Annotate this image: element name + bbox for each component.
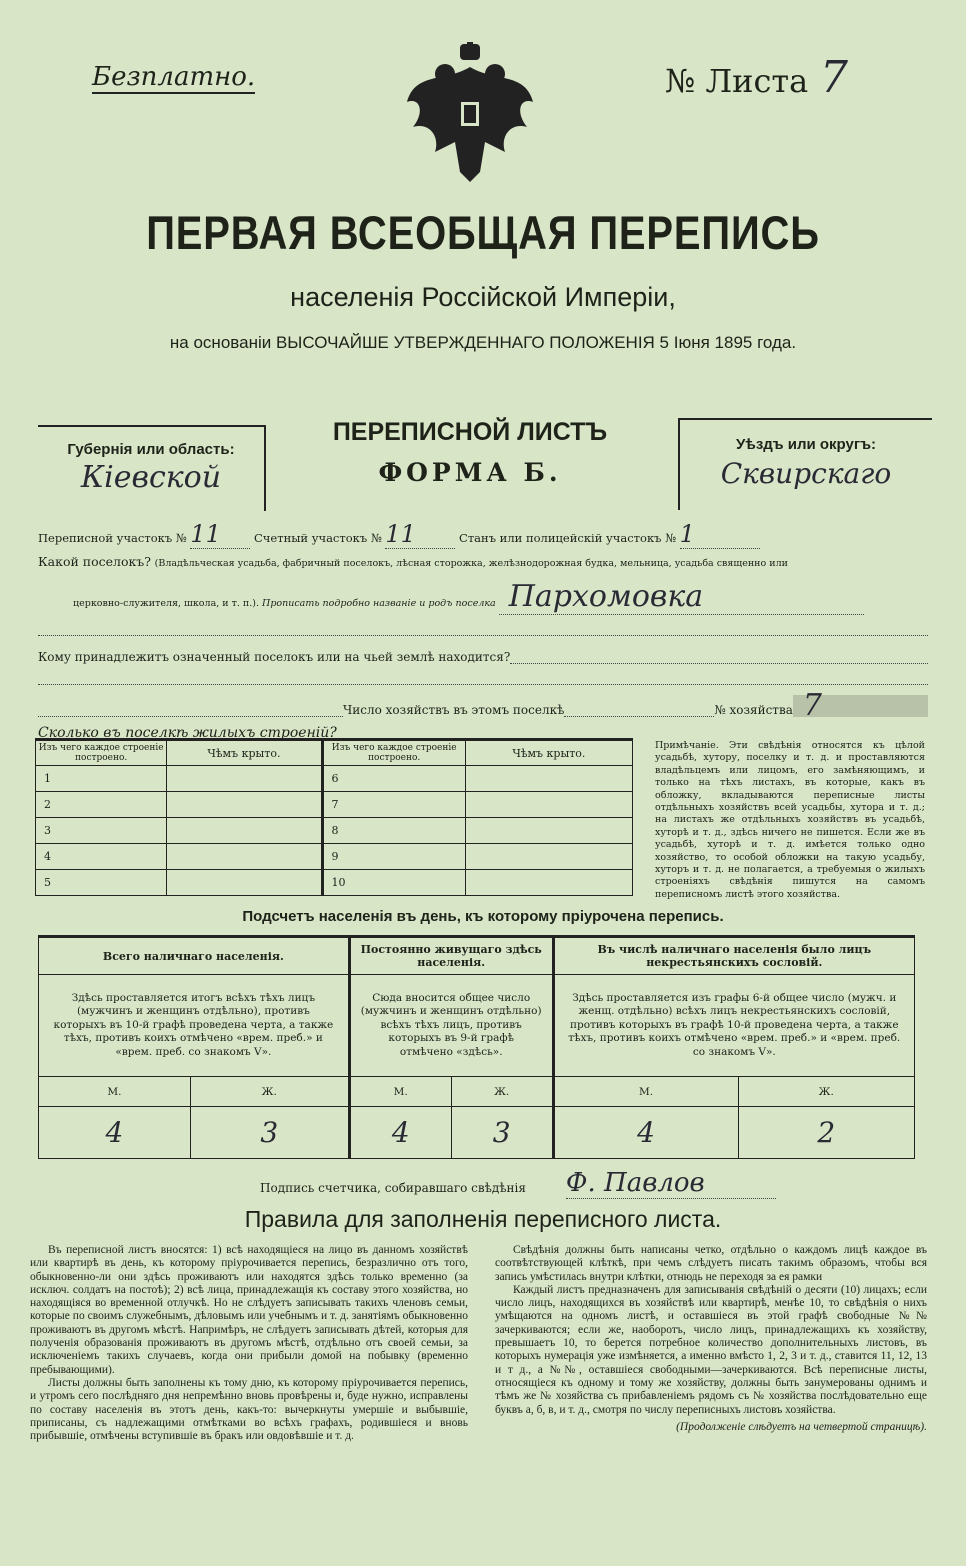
male-count: 4 [39,1107,191,1159]
population-col-desc: Здѣсь проставляется итогъ всѣхъ тѣхъ лицъ (мужчинъ и женщинъ отдѣльно), противъ которыхъ въ 10-й графѣ проведена черта, а также тѣхъ, противъ коихъ отмѣчено «врем. преб.» и «врем. преб. со знакомъ V». [39,975,350,1077]
rules-title: Правила для заполненія переписного листа. [244,1206,722,1232]
male-count: 4 [349,1107,451,1159]
row-number: 8 [322,818,465,844]
population-col-title: Постоянно живущаго здѣсь населенія. [349,937,553,975]
col-header: Чѣмъ крыто. [167,740,322,766]
settlement-label: Какой поселокъ? [38,554,151,569]
rules-paragraph: Въ переписной листъ вносятся: 1) всѣ находящіеся на лицо въ данномъ хозяйствѣ или квартирѣ въ день, къ которому пріурочивается перепись, безразлично отъ того, обыкновенно-ли они здѣсь проживаютъ или находятся здѣсь только временно (за исключ. солдатъ на постоѣ); 2) всѣ лица, принадлежащія къ составу этого хозяйства, но находящіяся во временной отлучкѣ. Но не слѣдуетъ записывать такихъ членовъ семьи, которые по своимъ служебнымъ, дѣловымъ или учебнымъ и т. д. занятіямъ обыкновенно проживаютъ въ другомъ мѣстѣ. Напримѣръ, не слѣдуетъ записывать дѣтей, которыя для полученія образованія проживаютъ въ другомъ мѣстѣ, отдѣльно отъ своей семьи, за исключеніемъ такихъ случаевъ, когда они прибыли домой на побывку (временно пребывающими). [30,1244,468,1376]
roof-cell [465,792,632,818]
col-header: Изъ чего каждое строеніе построено. [36,740,167,766]
signature-value: Ф. Павлов [566,1168,776,1199]
stan-value: 1 [680,520,760,549]
col-header: Изъ чего каждое строеніе построено. [322,740,465,766]
roof-cell [167,818,322,844]
female-count: 3 [451,1107,553,1159]
gubernia-box [38,425,266,511]
row-number: 2 [36,792,167,818]
roof-cell [167,844,322,870]
population-col-title: Въ числѣ наличнаго населенія было лицъ некрестьянскихъ сословій. [553,937,914,975]
stan-label: Станъ или полицейскій участокъ № [459,531,677,545]
owner-value [510,650,928,664]
rules-paragraph: Листы должны быть заполнены къ тому дню, къ которому пріурочивается перепись, и утромъ сего послѣдняго дня непремѣнно вновь провѣрены и, буде нужно, исправлены по составу населенія въ этотъ день, какъ-то: вычеркнуты умершіе и выбывшіе, приписаны, съ надлежащими отмѣтками во всѣхъ графахъ, родившіеся и вновь прибывшіе, отмѣчены вступившіе въ бракъ или овдовѣвшіе и т. д. [30,1376,468,1443]
female-count: 3 [190,1107,349,1159]
population-table [38,935,915,1159]
male-label: М. [553,1077,738,1107]
population-col-desc: Здѣсь проставляется изъ графы 6-й общее число (мужч. и женщ. отдѣльно) всѣхъ лицъ некрестьянскихъ сословій, противъ которыхъ въ графѣ 10-й проведена черта, а также тѣхъ, противъ коихъ отмѣчено «врем. преб.» и «врем. преб. со знакомъ V». [553,975,914,1077]
sheet-number-value: 7 [820,52,848,103]
count-district-value: 11 [385,520,455,549]
population-col-desc: Сюда вносится общее число (мужчинъ и женщинъ отдѣльно) всѣхъ тѣхъ лицъ, противъ которыхъ въ 9-й графѣ отмѣчено «здѣсь». [349,975,553,1077]
rules-paragraph: Свѣдѣнія должны быть написаны четко, отдѣльно о каждомъ лицѣ каждое въ соотвѣтствующей клѣткѣ, при чемъ слѣдуетъ писать такимъ образомъ, чтобы вся запись умѣстилась внутри клѣтки, отнюдь не переходя за ея рамки [495,1244,927,1283]
male-label: М. [349,1077,451,1107]
buildings-table [35,738,633,896]
rules-right-column [495,1244,927,1434]
uezd-label: Уѣздъ или округъ: [735,436,877,453]
settlement-hint-2: церковно-служителя, школа, и т. п.). [73,598,259,609]
gubernia-label: Губернія или область: [67,441,235,458]
roof-cell [465,844,632,870]
signature-row [260,1168,776,1199]
roof-cell [465,870,632,896]
sheet-number-label: № Листа [665,62,809,100]
uezd-value: Сквирскаго [720,457,892,490]
settlement-hint: (Владѣльческая усадьба, фабричный поселокъ, лѣсная сторожка, желѣзнодорожная будка, мельница, усадьба священно или [154,558,788,569]
roof-cell [167,792,322,818]
col-header: Чѣмъ крыто. [465,740,632,766]
owner-label: Кому принадлежитъ означенный поселокъ или на чьей землѣ находится? [38,650,511,664]
settlement-hint-3: Прописать подробно названіе и родъ поселка [262,598,496,609]
row-number: 1 [36,766,167,792]
blank-line [38,615,928,636]
count-district-label: Счетный участокъ № [254,531,382,545]
roof-cell [465,766,632,792]
row-number: 6 [322,766,465,792]
male-label: М. [39,1077,191,1107]
blank-line [38,664,928,685]
census-district-value: 11 [190,520,250,549]
census-district-label: Переписной участокъ № [38,531,187,545]
roof-cell [465,818,632,844]
form-name: ФОРМА Б. [378,458,562,487]
continued-note: (Продолженіе слѣдуетъ на четвертой страницѣ). [676,1420,927,1433]
row-number: 10 [322,870,465,896]
buildings-label: Сколько въ поселкѣ жилыхъ строеній? [38,725,337,741]
row-number: 5 [36,870,167,896]
male-count: 4 [553,1107,738,1159]
page-title: ПЕРВАЯ ВСЕОБЩАЯ ПЕРЕПИСЬ [146,206,820,259]
row-number: 3 [36,818,167,844]
roof-cell [167,870,322,896]
uezd-box [678,418,932,510]
signature-label: Подпись счетчика, собиравшаго свѣдѣнія [260,1181,526,1195]
rules-paragraph: Каждый листъ предназначенъ для записыванія свѣдѣній о десяти (10) лицахъ; если число лицъ, находящихся въ хозяйствѣ или квартирѣ, менѣе 10, то свѣдѣнія о нихъ умѣщаются на одномъ листѣ, и оставшіеся въ этой графѣ свободные №№ зачеркиваются; если же, наоборотъ, число лицъ, принадлежащихъ къ хозяйству, превышаетъ 10, то берется потребное количество дополнительныхъ листовъ, въ которыхъ нумерація уже измѣняется, а именно вмѣсто 1, 2, 3 и т. д., ставится 11, 12, 13 и т д., а №№, оставшіеся свободными—зачеркиваются. Всѣ переписные листы, относящіеся къ одному и тому же хозяйству, должны быть занумерованы однимъ и тѣмъ же № хозяйства съ прибавленіемъ рядомъ съ № хозяйства послѣдовательно еще буквъ а, б, в, и т. д., смотря по числу переписныхъ листовъ хозяйства. [495,1283,927,1416]
female-label: Ж. [738,1077,915,1107]
roof-cell [167,766,322,792]
households-label: Число хозяйствъ въ этомъ поселкѣ [343,703,565,717]
legal-basis: на основаніи ВЫСОЧАЙШЕ УТВЕРЖДЕННАГО ПОЛОЖЕНІЯ 5 Іюня 1895 года. [169,333,797,352]
row-number: 4 [36,844,167,870]
household-number-value: 7 [793,695,928,717]
row-number: 9 [322,844,465,870]
household-number-label: № хозяйства [714,703,793,717]
female-count: 2 [738,1107,915,1159]
imperial-eagle-emblem [405,42,535,187]
subtitle: населенія Россійской Имперіи, [290,282,676,312]
note-text: Примѣчаніе. Эти свѣдѣнія относятся къ цѣлой усадьбѣ, хутору, поселку и т. д. и проставляются владѣльцемъ или лицомъ, его замѣняющимъ, и только на тѣхъ листахъ, въ которые, какъ въ обложку, вкладываются переписные листы отдѣльныхъ хозяйствъ всей усадьбы, хутора и т. д.; на листахъ же отдѣльныхъ хозяйствъ въ усадьбѣ, хуторѣ и т. д., здѣсь ничего не пишется. Если же въ усадьбѣ, хуторѣ и т. д. имѣется только одно хозяйство, то особой обложки на такую усадьбу, хуторъ и т. д. не полагается, а требуемыя о жилыхъ строеніяхъ свѣдѣнія пишутся на самомъ переписномъ листѣ этого хозяйства. [655,740,925,900]
female-label: Ж. [451,1077,553,1107]
rules-left-column [30,1244,468,1443]
location-fields [38,520,928,741]
free-label: Безплатно. [92,62,256,92]
row-number: 7 [322,792,465,818]
female-label: Ж. [190,1077,349,1107]
population-col-title: Всего наличнаго населенія. [39,937,350,975]
gubernia-value: Кіевской [80,460,222,495]
settlement-value: Пархомовка [499,579,864,615]
population-heading: Подсчетъ населенія въ день, къ которому пріурочена перепись. [242,908,724,925]
form-title: ПЕРЕПИСНОЙ ЛИСТЪ [332,418,608,446]
